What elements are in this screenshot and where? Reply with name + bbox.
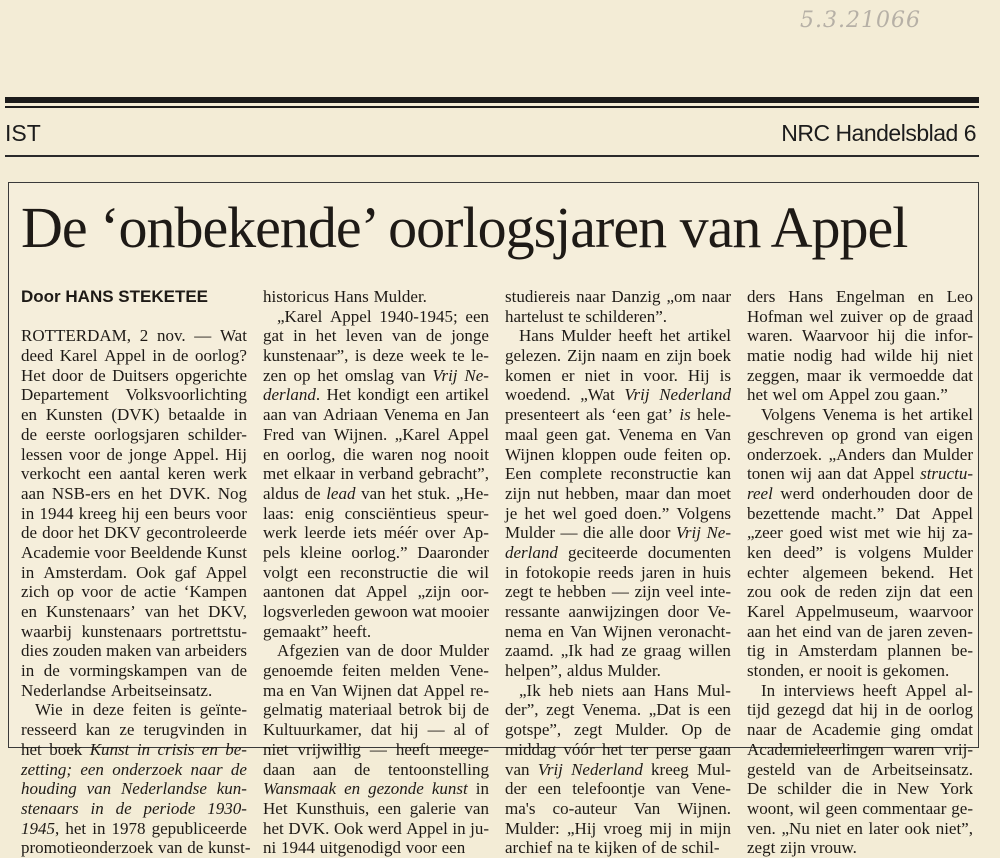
- article-column-3: [505, 287, 731, 858]
- text-line: de door het DKV gecontroleerde: [21, 523, 247, 543]
- text-line: deed Karel Appel in de oorlog?: [21, 346, 247, 366]
- article-column-4: [747, 287, 973, 858]
- text-line: Karel Appelmuseum, waarvoor: [747, 602, 973, 621]
- text-line: houding van Nederlandse kun-: [21, 779, 247, 799]
- text-line: in fotokopie reeds jaren in huis: [505, 562, 731, 582]
- text-line: komen er niet in voor. Hij is: [505, 365, 731, 385]
- text-line: gelezen. Zijn naam en zijn boek: [505, 346, 731, 366]
- text-line: Hans Mulder heeft het artikel: [519, 326, 731, 346]
- text-line: genoemde feiten melden Vene-: [263, 661, 489, 681]
- text-line: Academieleerlingen waren vrij-: [747, 739, 973, 759]
- text-line: niet vrijwillig — heeft meege-: [263, 739, 489, 759]
- text-line: tijd gezegd dat hij in de oorlog: [747, 700, 973, 720]
- text-line: maal geen gat. Venema en Van: [505, 424, 731, 444]
- text-line: Wie in deze feiten is geïnte-: [35, 700, 247, 720]
- text-line: gat in het leven van de jonge: [263, 326, 489, 346]
- text-line: zou ook de reden zijn dat een: [747, 582, 973, 602]
- text-line: Afgezien van de door Mulder: [277, 641, 489, 661]
- masthead-rule-thin: [5, 106, 979, 108]
- text-line: stonden, er nooit is gekomen.: [747, 661, 950, 681]
- text-line: aantonen dat Appel „zijn oor-: [263, 582, 489, 602]
- text-line: werk leerde iets méér over Ap-: [263, 523, 489, 543]
- article-column-2: [263, 287, 489, 858]
- text-line: tonen wij aan dat Appel structu-: [747, 464, 973, 484]
- text-line: pels kleine oorlog.” Daaronder: [263, 542, 489, 562]
- text-line: nema en Van Wijnen veronacht-: [505, 621, 731, 641]
- text-line: de eerste oorlogsjaren schilder-: [21, 424, 247, 444]
- text-line: dies zouden maken van arbeiders: [21, 641, 247, 661]
- text-line: Mulder: „Hij vroeg mij in mijn: [505, 818, 731, 838]
- text-line: Wijnen kloppen oude feiten op.: [505, 444, 731, 464]
- text-line: Een complete reconstructie kan: [505, 464, 731, 484]
- text-line: waarbij kunstenaars portrettstu-: [21, 621, 247, 641]
- text-line: onderzoek. „Anders dan Mulder: [747, 444, 973, 464]
- text-line: „Karel Appel 1940-1945; een: [277, 306, 489, 326]
- text-line: in Amsterdam. Ook gaf Appel: [21, 562, 247, 582]
- text-line: In interviews heeft Appel al-: [761, 680, 973, 700]
- newspaper-clipping: [8, 182, 979, 858]
- text-line: ROTTERDAM, 2 nov. — Wat: [21, 326, 247, 346]
- text-line: „Ik heb niets aan Hans Mul-: [519, 680, 731, 700]
- text-line: [21, 307, 247, 327]
- text-line: stenaars in de periode 1930-: [21, 798, 247, 818]
- text-line: „zeer goed wist met wie hij za-: [747, 523, 973, 543]
- text-line: woont, wil geen commentaar ge-: [747, 798, 973, 818]
- text-line: Departement Volksvoorlichting: [21, 385, 247, 405]
- text-line: geschreven op grond van eigen: [747, 424, 973, 444]
- text-line: reel werd onderhouden door de: [747, 483, 973, 503]
- article-column-1: [21, 287, 251, 858]
- text-line: derland geciteerde documenten: [505, 542, 731, 562]
- text-line: ma en Van Wijnen dat Appel re-: [263, 680, 489, 700]
- text-line: woedend. „Wat Vrij Nederland: [505, 385, 731, 405]
- text-line: Academie voor Beeldende Kunst: [21, 542, 247, 562]
- text-line: Het door de Duitsers opgerichte: [21, 365, 247, 385]
- text-line: aan het eind van de jaren zeven-: [747, 621, 973, 641]
- text-line: gesteld van de Arbeitseinsatz.: [747, 759, 973, 779]
- text-line: zen op het omslag van Vrij Ne-: [263, 365, 489, 385]
- text-line: ders Hans Engelman en Leo: [747, 287, 973, 306]
- text-line: historicus Hans Mulder.: [263, 287, 427, 306]
- text-line: volgt een reconstructie die wil: [263, 562, 489, 582]
- text-line: zeggen, maar ik vermoedde dat: [747, 365, 973, 385]
- text-line: zijn nut hebben, maar dan moet: [505, 483, 731, 503]
- text-line: in de vormingskampen van de: [21, 661, 247, 681]
- text-line: Wansmaak en gezonde kunst in: [263, 779, 489, 799]
- text-line: Mulder — die alle door Vrij Ne-: [505, 523, 731, 543]
- text-line: der”, zegt Venema. „Dat is een: [505, 700, 731, 720]
- text-line: met elkaar in verband gebracht”,: [263, 464, 489, 484]
- text-line: waren. Waarvoor hij die infor-: [747, 326, 973, 346]
- text-line: het wel om Appel zou gaan.”: [747, 385, 948, 405]
- text-line: en Kunstenaars’ van het DKV,: [21, 602, 247, 621]
- text-line: bezettende macht.” Dat Appel: [747, 503, 973, 523]
- text-line: ni 1944 uitgenodigd voor een: [263, 838, 466, 858]
- text-line: verkocht een aantal keren werk: [21, 464, 247, 484]
- article-headline: De ‘onbekende’ oorlogsjaren van Appel: [21, 195, 908, 260]
- text-line: logsverleden gewoon wat mooier: [263, 602, 489, 621]
- handwritten-annotation: 5.3.21066: [800, 8, 921, 33]
- text-line: ma's co-auteur Van Wijnen.: [505, 798, 731, 818]
- text-line: aan van Adriaan Venema en Jan: [263, 405, 489, 425]
- text-line: ken deed” is volgens Mulder: [747, 542, 973, 562]
- text-line: Het Kunsthuis, een galerie van: [263, 798, 489, 818]
- text-line: archief na te kijken of de schil-: [505, 838, 720, 858]
- text-line: presenteert als ‘een gat’ is hele-: [505, 405, 731, 425]
- text-line: daan aan de tentoonstelling: [263, 759, 489, 779]
- text-line: zetting; een onderzoek naar de: [21, 759, 247, 779]
- text-line: der een telefoontje van Vene-: [505, 779, 731, 799]
- text-line: het DVK. Ook werd Appel in ju-: [263, 818, 489, 838]
- text-line: je het wel goed doen.” Volgens: [505, 503, 731, 523]
- text-line: Volgens Venema is het artikel: [761, 405, 973, 425]
- text-line: promotieonderzoek van de kunst-: [21, 838, 251, 858]
- text-line: aldus de lead van het stuk. „He-: [263, 483, 489, 503]
- text-line: zegt te hebben — zijn veel inte-: [505, 582, 731, 602]
- text-line: helpen”, aldus Mulder.: [505, 661, 661, 681]
- text-line: laas: enig consciëntieus speur-: [263, 503, 489, 523]
- text-line: van Vrij Nederland kreeg Mul-: [505, 759, 731, 779]
- text-line: zaamd. „Ik had ze graag willen: [505, 641, 731, 661]
- text-line: ressante aanwijzingen door Ve-: [505, 602, 731, 621]
- text-line: gotspe”, zegt Mulder. Op de: [505, 720, 731, 740]
- text-line: studiereis naar Danzig „om naar: [505, 287, 731, 306]
- text-line: naar de Academie ging omdat: [747, 720, 973, 740]
- text-line: Nederlandse Arbeitseinsatz.: [21, 680, 213, 700]
- text-line: 1945, het in 1978 gepubliceerde: [21, 818, 247, 838]
- text-line: Hofman wel zuiver op de graad: [747, 306, 973, 326]
- text-line: lessen voor de jonge Appel. Hij: [21, 444, 247, 464]
- text-line: aan NSB-ers en het DVK. Nog: [21, 483, 247, 503]
- text-line: kunstenaar”, is deze week te le-: [263, 346, 489, 366]
- text-line: middag vóór het ter perse gaan: [505, 739, 731, 759]
- text-line: resseerd kan ze terugvinden in: [21, 720, 247, 740]
- text-line: gelmatig materiaal betrok bij de: [263, 700, 489, 720]
- page-header-newspaper: NRC Handelsblad 6: [781, 120, 976, 146]
- page-header-left: IST: [5, 120, 41, 146]
- masthead-rule-thick: [5, 97, 979, 103]
- text-line: Fred van Wijnen. „Karel Appel: [263, 424, 489, 444]
- text-line: derland. Het kondigt een artikel: [263, 385, 489, 405]
- text-line: in 1944 kreeg hij een beurs voor: [21, 503, 247, 523]
- text-line: gemaakt” heeft.: [263, 621, 372, 641]
- text-line: zegt zijn vrouw.: [747, 838, 857, 858]
- header-rule: [5, 155, 979, 157]
- text-line: Door HANS STEKETEE: [21, 287, 209, 306]
- text-line: De schilder die in New York: [747, 779, 973, 799]
- text-line: het boek Kunst in crisis en be-: [21, 739, 247, 759]
- text-line: en oorlog, die waren nog nooit: [263, 444, 489, 464]
- text-line: en Kunsten (DVK) betaalde in: [21, 405, 247, 425]
- text-line: ven. „Nu niet en later ook niet”,: [747, 818, 973, 838]
- text-line: tig in Amsterdam plannen be-: [747, 641, 973, 661]
- text-line: echter algemeen bekend. Het: [747, 562, 973, 582]
- text-line: matie nodig had wilde hij niet: [747, 346, 973, 366]
- text-line: Kultuurkamer, dat hij — al of: [263, 720, 489, 740]
- text-line: hartelust te schilderen”.: [505, 306, 667, 326]
- text-line: zich op voor de actie ‘Kampen: [21, 582, 247, 602]
